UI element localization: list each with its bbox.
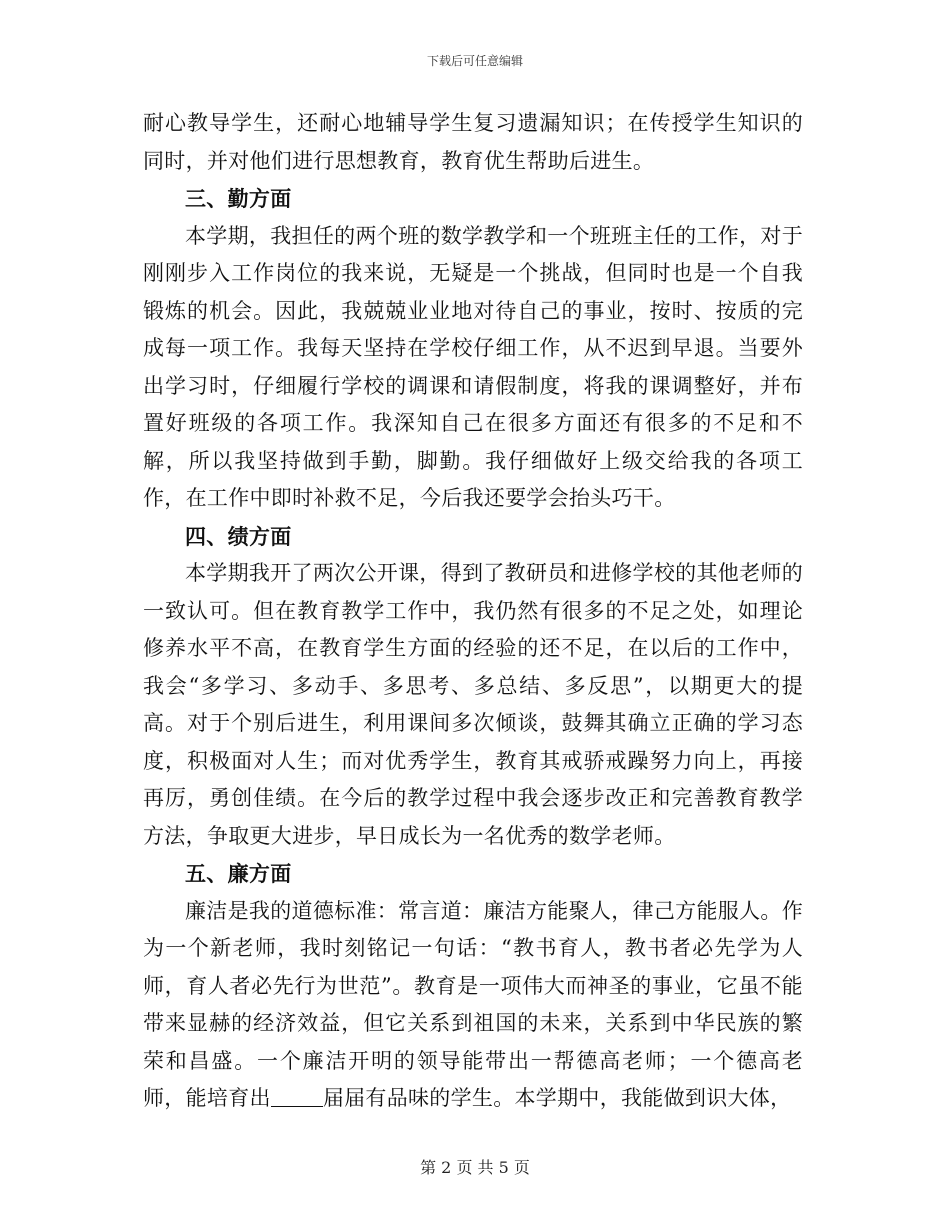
section-heading-achievement: 四、绩方面 xyxy=(185,523,292,549)
section-heading-integrity: 五、廉方面 xyxy=(185,861,292,886)
document-body xyxy=(143,105,803,1118)
paragraph-continued: 耐心教导学生，还耐心地辅导学生复习遗漏知识；在传授学生知识的同时，并对他们进行思想教育，教育优生帮助后进生。 xyxy=(143,111,803,173)
page-number-footer: 第 2 页 共 5 页 xyxy=(420,1158,530,1177)
paragraph-integrity-part-2: 届届有品味的学生。本学期中，我能做到识大体， xyxy=(322,1086,792,1110)
paragraph-diligence: 本学期，我担任的两个班的数学教学和一个班班主任的工作，对于刚刚步入工作岗位的我来说，无疑是一个挑战，但同时也是一个自我锻炼的机会。因此，我兢兢业业地对待自己的事业，按时、按质的完成每一项工作。我每天坚持在学校仔细工作，从不迟到早退。当要外出学习时，仔细履行学校的调课和请假制度，将我的课调整好，并布置好班级的各项工作。我深知自己在很多方面还有很多的不足和不解，所以我坚持做到手勤，脚勤。我仔细做好上级交给我的各项工作，在工作中即时补救不足，今后我还要学会抬头巧干。 xyxy=(143,223,803,510)
paragraph-integrity xyxy=(143,893,803,1118)
paragraph-integrity-part-1: 廉洁是我的道德标准：常言道：廉洁方能聚人，律己方能服人。作为一个新老师，我时刻铭记一句话：“教书育人，教书者必先学为人师，育人者必先行为世范”。教育是一项伟大而神圣的事业，它虽不能带来显赫的经济效益，但它关系到祖国的未来，关系到中华民族的繁荣和昌盛。一个廉洁开明的领导能带出一帮德高老师；一个德高老师，能培育出 xyxy=(143,898,803,1110)
fill-in-blank xyxy=(271,1086,323,1107)
page-header: 下载后可任意编辑 xyxy=(426,54,523,68)
paragraph-achievement: 本学期我开了两次公开课，得到了教研员和进修学校的其他老师的一致认可。但在教育教学工作中，我仍然有很多的不足之处，如理论修养水平不高，在教育学生方面的经验的还不足，在以后的工作中，我会“多学习、多动手、多思考、多总结、多反思”，以期更大的提高。对于个别后进生，利用课间多次倾谈，鼓舞其确立正确的学习态度，积极面对人生；而对优秀学生，教育其戒骄戒躁努力向上，再接再厉，勇创佳绩。在今后的教学过程中我会逐步改正和完善教育教学方法，争取更大进步，早日成长为一名优秀的数学老师。 xyxy=(143,561,803,848)
section-heading-diligence: 三、勤方面 xyxy=(185,186,292,211)
